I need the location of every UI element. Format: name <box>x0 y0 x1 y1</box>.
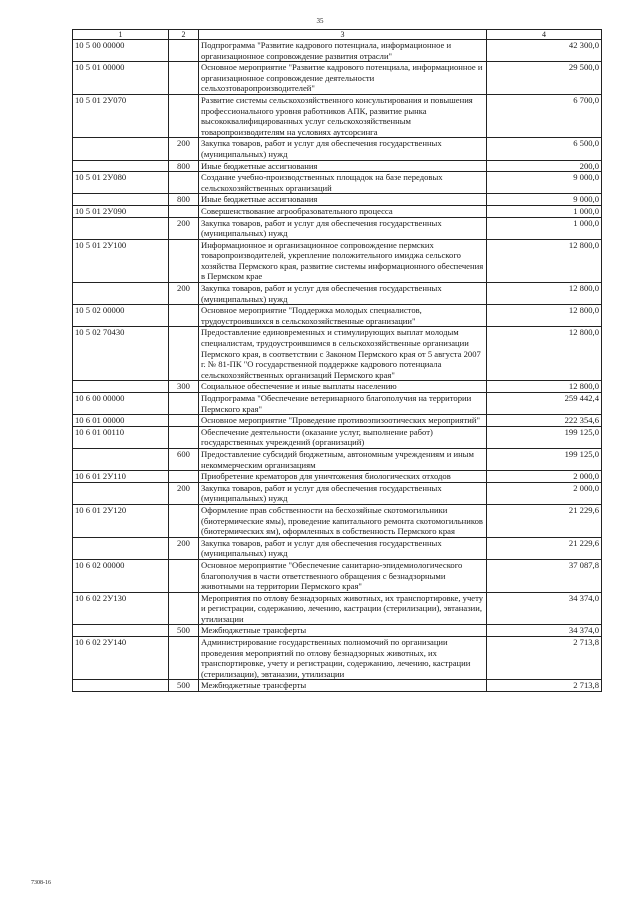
table-row <box>73 625 602 637</box>
amount-cell: 21 229,6 <box>487 537 602 559</box>
budget-table <box>72 29 602 692</box>
type-cell <box>169 559 199 592</box>
name-cell: Иные бюджетные ассигнования <box>199 194 487 206</box>
amount-cell: 259 442,4 <box>487 393 602 415</box>
name-cell: Подпрограмма "Развитие кадрового потенциала, информационное и организационное сопровождение развития отрасли" <box>199 40 487 62</box>
code-cell: 10 5 02 00000 <box>73 305 169 327</box>
code-cell: 10 5 01 2У070 <box>73 94 169 137</box>
table-row <box>73 138 602 160</box>
amount-cell: 29 500,0 <box>487 62 602 95</box>
name-cell: Закупка товаров, работ и услуг для обеспечения государственных (муниципальных) нужд <box>199 283 487 305</box>
amount-cell: 199 125,0 <box>487 426 602 448</box>
table-row <box>73 239 602 282</box>
code-cell <box>73 448 169 470</box>
name-cell: Закупка товаров, работ и услуг для обеспечения государственных (муниципальных) нужд <box>199 217 487 239</box>
name-cell: Закупка товаров, работ и услуг для обеспечения государственных (муниципальных) нужд <box>199 138 487 160</box>
code-cell <box>73 138 169 160</box>
name-cell: Оформление прав собственности на бесхозяйные скотомогильники (биотермические ямы), проведение капитального ремонта скотомогильников (биотермических ям), оформленных в собственность Пермского края <box>199 504 487 537</box>
type-cell: 200 <box>169 138 199 160</box>
type-cell <box>169 62 199 95</box>
name-cell: Предоставление субсидий бюджетным, автономным учреждениям и иным некоммерческим организациям <box>199 448 487 470</box>
name-cell: Приобретение крематоров для уничтожения биологических отходов <box>199 471 487 483</box>
name-cell: Основное мероприятие "Проведение противоэпизоотических мероприятий" <box>199 415 487 427</box>
header-col-4: 4 <box>487 30 602 40</box>
amount-cell: 12 800,0 <box>487 327 602 381</box>
amount-cell: 9 000,0 <box>487 172 602 194</box>
code-cell: 10 6 02 2У140 <box>73 637 169 680</box>
code-cell: 10 5 01 00000 <box>73 62 169 95</box>
code-cell <box>73 194 169 206</box>
table-row <box>73 393 602 415</box>
name-cell: Создание учебно-производственных площадок на базе передовых сельскохозяйственных организаций <box>199 172 487 194</box>
code-cell: 10 5 01 2У080 <box>73 172 169 194</box>
name-cell: Межбюджетные трансферты <box>199 680 487 692</box>
code-cell: 10 6 00 00000 <box>73 393 169 415</box>
table-row <box>73 504 602 537</box>
header-col-2: 2 <box>169 30 199 40</box>
name-cell: Закупка товаров, работ и услуг для обеспечения государственных (муниципальных) нужд <box>199 482 487 504</box>
code-cell: 10 5 02 70430 <box>73 327 169 381</box>
type-cell: 800 <box>169 194 199 206</box>
type-cell <box>169 426 199 448</box>
amount-cell: 9 000,0 <box>487 194 602 206</box>
code-cell <box>73 482 169 504</box>
amount-cell: 200,0 <box>487 160 602 172</box>
name-cell: Основное мероприятие "Обеспечение санитарно-эпидемиологического благополучия в части ответственного обращения с безнадзорными животными на территории Пермского края" <box>199 559 487 592</box>
type-cell: 800 <box>169 160 199 172</box>
amount-cell: 42 300,0 <box>487 40 602 62</box>
amount-cell: 1 000,0 <box>487 217 602 239</box>
type-cell: 200 <box>169 482 199 504</box>
table-row <box>73 40 602 62</box>
code-cell: 10 5 01 2У100 <box>73 239 169 282</box>
type-cell: 200 <box>169 537 199 559</box>
header-col-1: 1 <box>73 30 169 40</box>
name-cell: Развитие системы сельскохозяйственного консультирования и повышения профессионального уровня работников АПК, развитие рынка высококвалифицированных услуг сельскохозяйственным товаропроизводителям на условиях аутсорсинга <box>199 94 487 137</box>
code-cell: 10 6 01 2У120 <box>73 504 169 537</box>
table-row <box>73 160 602 172</box>
table-row <box>73 172 602 194</box>
code-cell <box>73 625 169 637</box>
amount-cell: 1 000,0 <box>487 205 602 217</box>
type-cell <box>169 504 199 537</box>
table-row <box>73 680 602 692</box>
table-row <box>73 482 602 504</box>
table-row <box>73 381 602 393</box>
code-cell: 10 5 00 00000 <box>73 40 169 62</box>
amount-cell: 21 229,6 <box>487 504 602 537</box>
amount-cell: 199 125,0 <box>487 448 602 470</box>
type-cell <box>169 94 199 137</box>
code-cell: 10 6 02 2У130 <box>73 592 169 625</box>
amount-cell: 2 713,8 <box>487 637 602 680</box>
amount-cell: 12 800,0 <box>487 239 602 282</box>
table-row <box>73 637 602 680</box>
type-cell <box>169 327 199 381</box>
type-cell <box>169 592 199 625</box>
amount-cell: 6 700,0 <box>487 94 602 137</box>
code-cell <box>73 217 169 239</box>
type-cell: 300 <box>169 381 199 393</box>
code-cell: 10 6 01 00000 <box>73 415 169 427</box>
header-col-3: 3 <box>199 30 487 40</box>
page-number: 35 <box>316 17 324 25</box>
name-cell: Информационное и организационное сопровождение пермских товаропроизводителей, укрепление положительного имиджа сельского хозяйства Пермского края, развитие системы информационного обеспечения в Пермском крае <box>199 239 487 282</box>
table-row <box>73 194 602 206</box>
table-row <box>73 448 602 470</box>
code-cell <box>73 283 169 305</box>
table-row <box>73 205 602 217</box>
type-cell: 200 <box>169 283 199 305</box>
amount-cell: 37 087,8 <box>487 559 602 592</box>
table-row <box>73 415 602 427</box>
code-cell: 10 5 01 2У090 <box>73 205 169 217</box>
table-row <box>73 62 602 95</box>
name-cell: Подпрограмма "Обеспечение ветеринарного благополучия на территории Пермского края" <box>199 393 487 415</box>
type-cell <box>169 415 199 427</box>
code-cell <box>73 680 169 692</box>
type-cell: 500 <box>169 625 199 637</box>
name-cell: Основное мероприятие "Развитие кадрового потенциала, информационное и организационное сопровождение деятельности сельхозтоваропроизводителей" <box>199 62 487 95</box>
amount-cell: 12 800,0 <box>487 305 602 327</box>
type-cell <box>169 393 199 415</box>
type-cell <box>169 305 199 327</box>
amount-cell: 12 800,0 <box>487 381 602 393</box>
type-cell <box>169 471 199 483</box>
code-cell: 10 6 02 00000 <box>73 559 169 592</box>
name-cell: Межбюджетные трансферты <box>199 625 487 637</box>
code-cell: 10 6 01 00110 <box>73 426 169 448</box>
name-cell: Администрирование государственных полномочий по организации проведения мероприятий по отлову безнадзорных животных, их транспортировке, учету и регистрации, содержанию, лечению, кастрации (стерилизации), эвтаназии, утилизации <box>199 637 487 680</box>
code-cell <box>73 160 169 172</box>
table-row <box>73 94 602 137</box>
type-cell: 500 <box>169 680 199 692</box>
table-row <box>73 305 602 327</box>
table-row <box>73 217 602 239</box>
type-cell <box>169 637 199 680</box>
table-row <box>73 592 602 625</box>
type-cell: 600 <box>169 448 199 470</box>
amount-cell: 2 713,8 <box>487 680 602 692</box>
code-cell <box>73 381 169 393</box>
type-cell <box>169 172 199 194</box>
code-cell <box>73 537 169 559</box>
name-cell: Социальное обеспечение и иные выплаты населению <box>199 381 487 393</box>
table-row <box>73 327 602 381</box>
type-cell <box>169 239 199 282</box>
amount-cell: 2 000,0 <box>487 482 602 504</box>
code-cell: 10 6 01 2У110 <box>73 471 169 483</box>
table-row <box>73 283 602 305</box>
amount-cell: 34 374,0 <box>487 625 602 637</box>
name-cell: Закупка товаров, работ и услуг для обеспечения государственных (муниципальных) нужд <box>199 537 487 559</box>
footer-code: 7308-16 <box>31 880 51 886</box>
name-cell: Иные бюджетные ассигнования <box>199 160 487 172</box>
name-cell: Основное мероприятие "Поддержка молодых специалистов, трудоустроившихся в сельскохозяйственные организации" <box>199 305 487 327</box>
name-cell: Предоставление единовременных и стимулирующих выплат молодым специалистам, трудоустроившимся в сельскохозяйственные организации Пермского края, в соответствии с Законом Пермского края от 5 августа 2007 г. № 81-ПК "О государственной поддержке кадрового потенциала сельскохозяйственных организаций Пермского края" <box>199 327 487 381</box>
table-row <box>73 471 602 483</box>
amount-cell: 2 000,0 <box>487 471 602 483</box>
table-header-row <box>73 30 602 40</box>
name-cell: Совершенствование агрообразовательного процесса <box>199 205 487 217</box>
amount-cell: 6 500,0 <box>487 138 602 160</box>
name-cell: Обеспечение деятельности (оказание услуг, выполнение работ) государственных учреждений (организаций) <box>199 426 487 448</box>
amount-cell: 12 800,0 <box>487 283 602 305</box>
name-cell: Мероприятия по отлову безнадзорных животных, их транспортировке, учету и регистрации, содержанию, лечению, кастрации (стерилизации), эвтаназии, утилизации <box>199 592 487 625</box>
amount-cell: 222 354,6 <box>487 415 602 427</box>
type-cell: 200 <box>169 217 199 239</box>
type-cell <box>169 205 199 217</box>
table-row <box>73 537 602 559</box>
table-row <box>73 559 602 592</box>
table-row <box>73 426 602 448</box>
type-cell <box>169 40 199 62</box>
budget-table-body <box>73 40 602 692</box>
amount-cell: 34 374,0 <box>487 592 602 625</box>
